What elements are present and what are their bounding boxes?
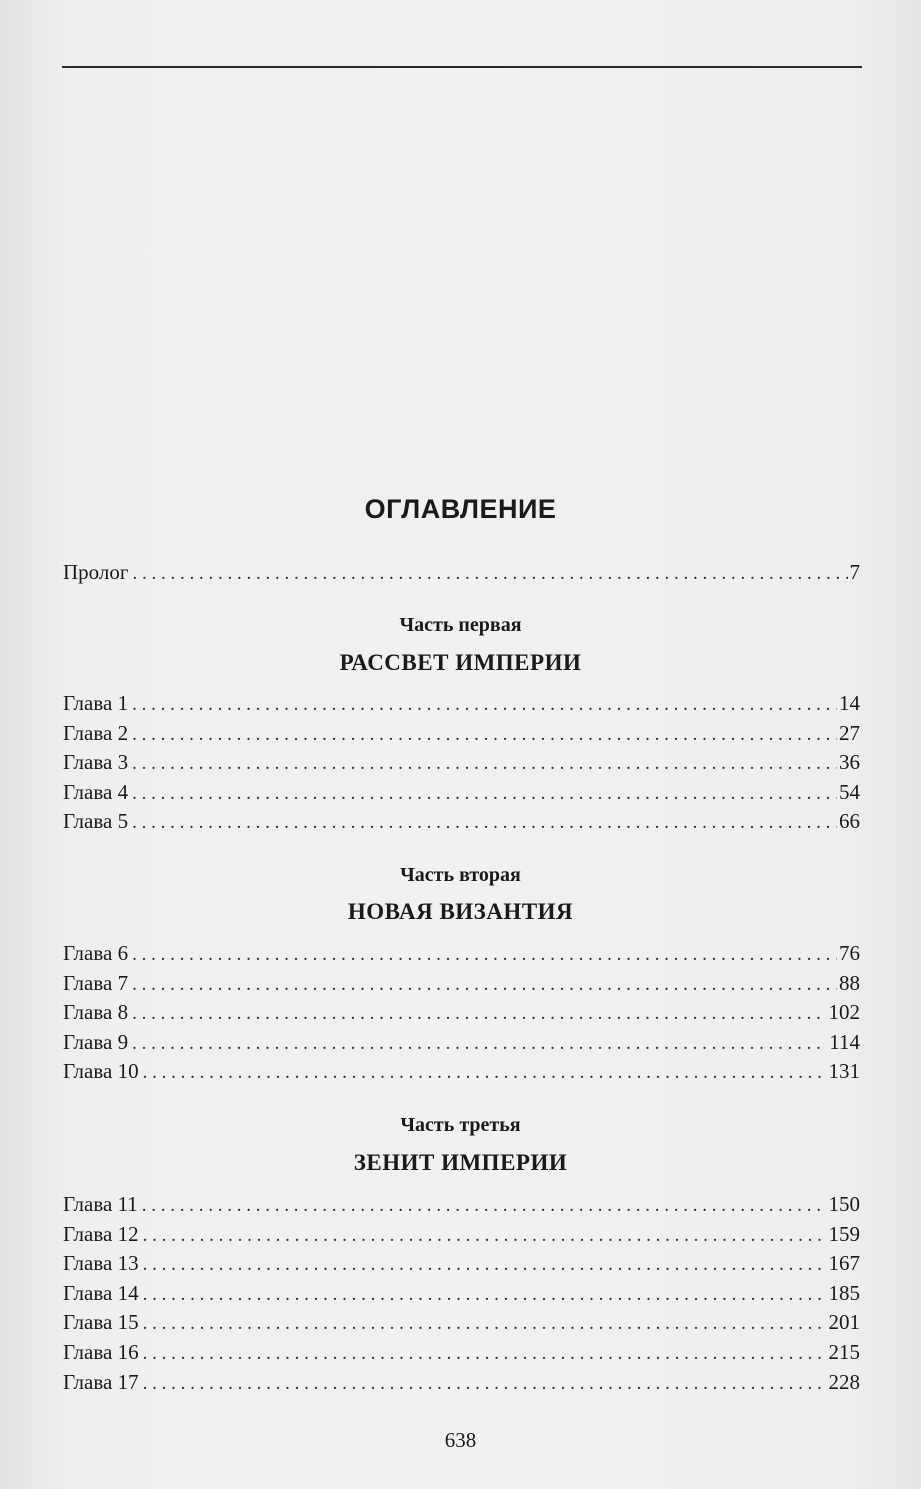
toc-entry[interactable] (63, 748, 860, 778)
entry-page: 102 (828, 1000, 860, 1025)
entry-page: 54 (839, 779, 860, 804)
page-number: 638 (444, 1428, 477, 1452)
entry-page: 201 (828, 1310, 860, 1335)
entry-label: Глава 10 (63, 1059, 139, 1084)
header-rule (62, 66, 862, 68)
entry-page: 215 (828, 1339, 860, 1364)
entry-label: Глава 4 (63, 779, 129, 804)
entry-label: Глава 2 (63, 720, 129, 745)
entry-label: Глава 12 (63, 1221, 139, 1246)
part-title: РАССВЕТ ИМПЕРИИ (339, 650, 582, 675)
dot-leader (132, 559, 847, 589)
toc-entry[interactable] (63, 807, 860, 837)
entry-page: 14 (839, 691, 860, 715)
dot-leader (132, 690, 837, 720)
dot-leader (132, 808, 837, 838)
entry-label: Глава 8 (63, 1000, 129, 1025)
entry-page: 66 (839, 809, 860, 834)
dot-leader (143, 1250, 827, 1280)
dot-leader (132, 940, 837, 970)
toc-prolog (63, 558, 860, 588)
entry-page: 114 (829, 1029, 860, 1054)
toc-entry[interactable] (63, 1028, 860, 1058)
toc-entry[interactable] (63, 1279, 860, 1309)
toc-title: ОГЛАВЛЕНИЕ (364, 494, 557, 524)
toc-entry[interactable] (63, 1338, 860, 1368)
toc-part-3 (63, 1190, 860, 1397)
entry-page: 228 (828, 1369, 860, 1394)
entry-label: Глава 7 (63, 970, 129, 995)
toc-entry[interactable] (63, 1190, 860, 1220)
toc-entry[interactable] (63, 1249, 860, 1279)
toc-entry[interactable] (63, 719, 860, 749)
dot-leader (132, 779, 837, 809)
dot-leader (142, 1191, 827, 1221)
entry-label: Глава 9 (63, 1029, 129, 1054)
entry-label: Глава 6 (63, 941, 129, 965)
toc-entry[interactable] (63, 1057, 860, 1087)
dot-leader (143, 1058, 827, 1088)
entry-page: 76 (839, 941, 860, 965)
entry-label: Глава 3 (63, 750, 129, 775)
toc-entry[interactable] (63, 558, 860, 588)
part-label: Часть третья (400, 1114, 521, 1136)
dot-leader (143, 1309, 827, 1339)
entry-page: 7 (849, 560, 860, 584)
entry-label: Глава 15 (63, 1310, 139, 1335)
dot-leader (143, 1369, 827, 1399)
dot-leader (143, 1221, 827, 1251)
part-label: Часть первая (399, 614, 522, 636)
toc-entry[interactable] (63, 1368, 860, 1398)
entry-page: 167 (828, 1251, 860, 1276)
entry-label: Глава 14 (63, 1280, 139, 1305)
dot-leader (132, 970, 837, 1000)
toc-entry[interactable] (63, 998, 860, 1028)
entry-label: Глава 13 (63, 1251, 139, 1276)
toc-entry[interactable] (63, 939, 860, 969)
entry-label: Глава 1 (63, 691, 129, 715)
part-title: НОВАЯ ВИЗАНТИЯ (347, 899, 574, 924)
toc-entry[interactable] (63, 1220, 860, 1250)
toc-entry[interactable] (63, 778, 860, 808)
toc-part-1 (63, 689, 860, 837)
entry-label: Глава 5 (63, 809, 129, 834)
toc-entry[interactable] (63, 689, 860, 719)
dot-leader (132, 999, 826, 1029)
entry-page: 150 (828, 1192, 860, 1216)
toc-entry[interactable] (63, 1308, 860, 1338)
entry-label: Глава 17 (63, 1369, 139, 1394)
entry-page: 36 (839, 750, 860, 775)
dot-leader (132, 720, 837, 750)
entry-label: Пролог (63, 560, 129, 584)
entry-page: 27 (839, 720, 860, 745)
dot-leader (132, 1029, 827, 1059)
entry-page: 159 (828, 1221, 860, 1246)
toc-part-2 (63, 939, 860, 1087)
entry-page: 131 (828, 1059, 860, 1084)
dot-leader (143, 1280, 827, 1310)
part-title: ЗЕНИТ ИМПЕРИИ (353, 1150, 568, 1175)
entry-label: Глава 11 (63, 1192, 138, 1216)
dot-leader (132, 749, 837, 779)
dot-leader (143, 1339, 827, 1369)
entry-page: 88 (839, 970, 860, 995)
entry-label: Глава 16 (63, 1339, 139, 1364)
part-label: Часть вторая (400, 864, 521, 886)
entry-page: 185 (828, 1280, 860, 1305)
toc-entry[interactable] (63, 969, 860, 999)
